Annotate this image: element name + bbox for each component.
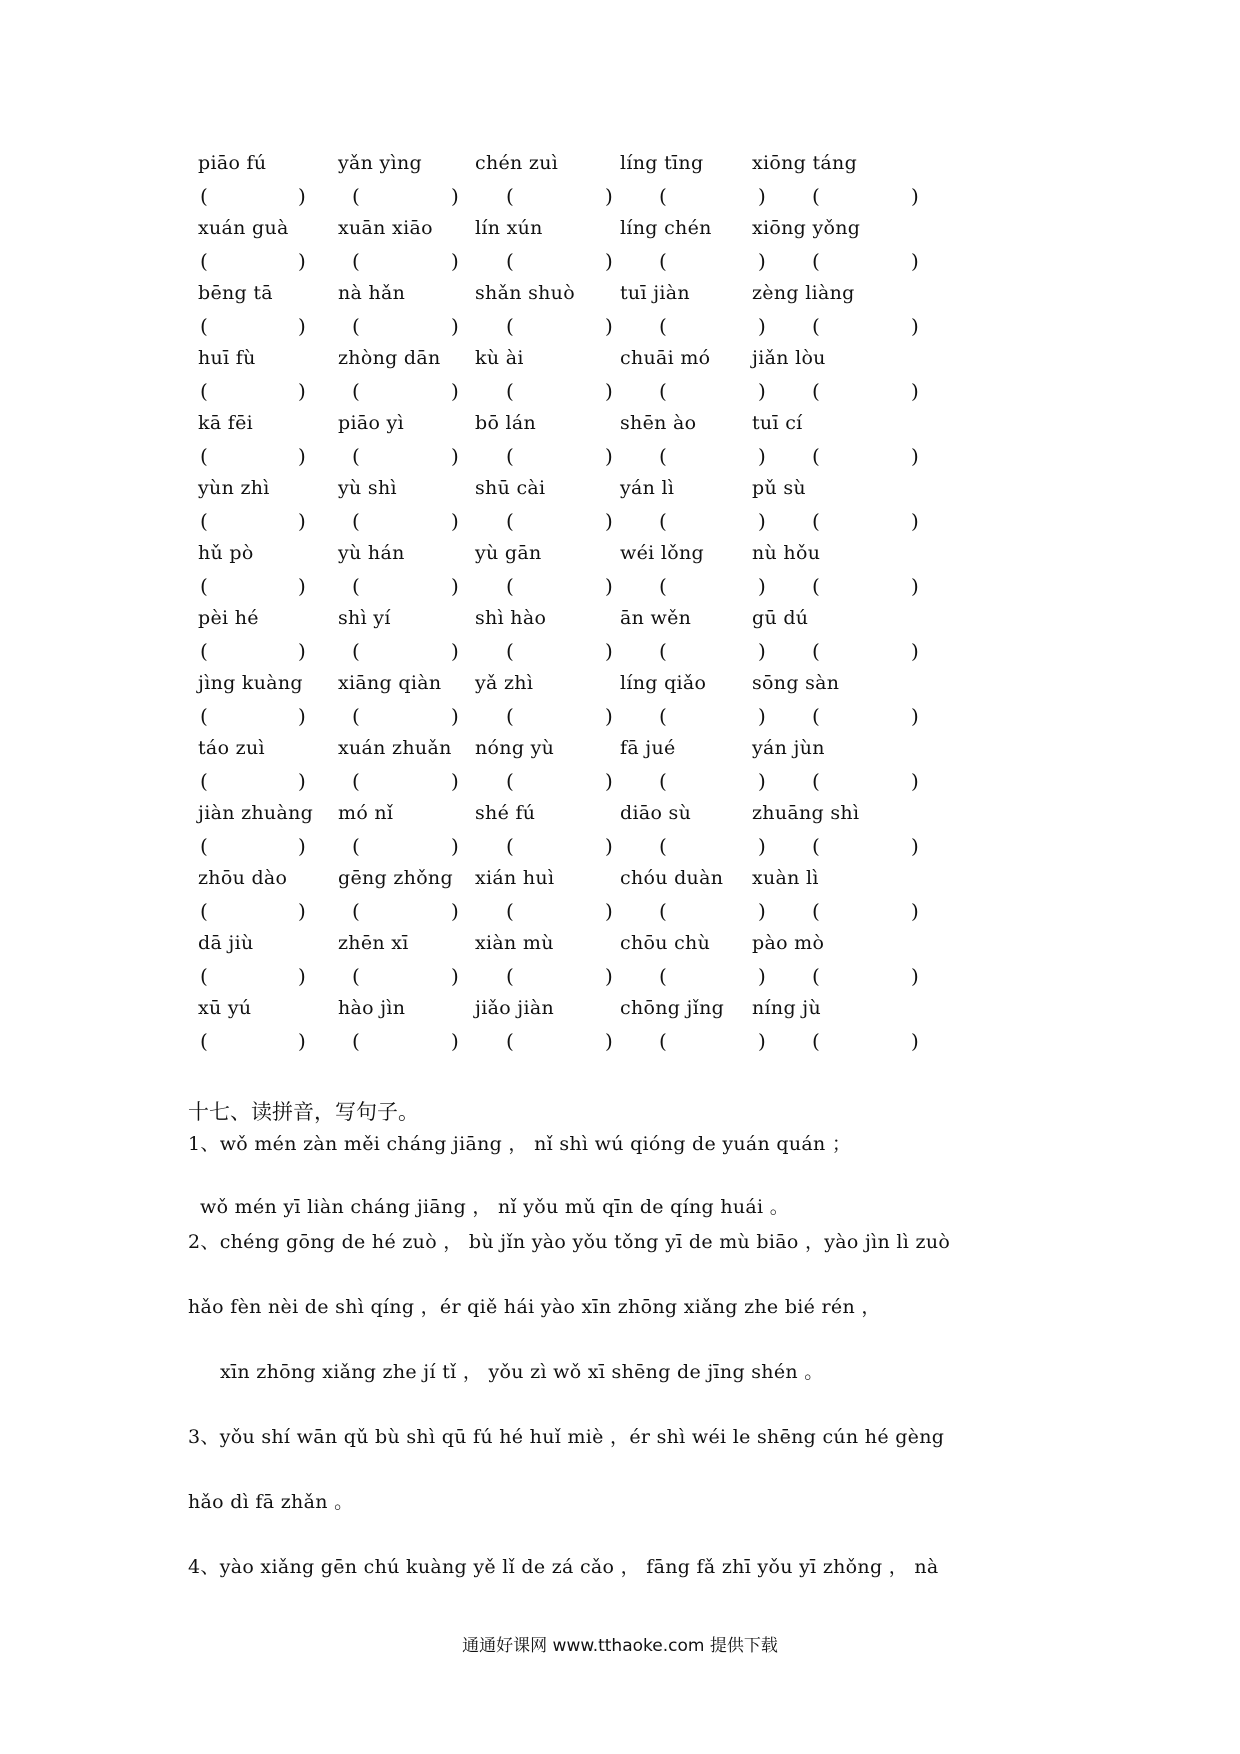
pinyin-word: xuán zhuǎn (338, 737, 452, 759)
pinyin-word: gēng zhǒng (338, 867, 453, 889)
answer-blank-open-paren[interactable]: ( (659, 574, 667, 598)
pinyin-word: zhōu dào (198, 867, 288, 889)
sentence-line: xīn zhōng xiǎng zhe jí tǐ ， yǒu zì wǒ xī shēng de jīng shén 。 (220, 1361, 824, 1383)
exercise-row (0, 152, 1240, 217)
answer-blank-close-paren[interactable]: ) (605, 899, 613, 923)
pinyin-word: nà hǎn (338, 282, 406, 304)
exercise-row (0, 932, 1240, 997)
answer-blank-open-paren[interactable]: ( (200, 379, 208, 403)
answer-blank-close-paren[interactable]: ) (605, 249, 613, 273)
answer-blank-open-paren[interactable]: ( (506, 834, 514, 858)
pinyin-word: fā jué (620, 737, 676, 759)
answer-blank-close-paren[interactable]: ) (911, 574, 919, 598)
answer-blank-close-paren[interactable]: ) (451, 184, 459, 208)
answer-blank-open-paren[interactable]: ( (200, 184, 208, 208)
answer-blank-close-paren[interactable]: ) (298, 704, 306, 728)
pinyin-word: xián huì (475, 867, 555, 889)
pinyin-word: shǎn shuò (475, 282, 575, 304)
answer-blank-close-paren[interactable]: ) (758, 379, 766, 403)
answer-blank-open-paren[interactable]: ( (812, 769, 820, 793)
answer-blank-close-paren[interactable]: ) (298, 444, 306, 468)
pinyin-word: jìng kuàng (198, 672, 303, 694)
exercise-row (0, 347, 1240, 412)
answer-blank-open-paren[interactable]: ( (352, 704, 360, 728)
answer-blank-open-paren[interactable]: ( (352, 769, 360, 793)
answer-blank-close-paren[interactable]: ) (451, 509, 459, 533)
pinyin-word: zhòng dān (338, 347, 441, 369)
answer-blank-close-paren[interactable]: ) (758, 249, 766, 273)
pinyin-word: pèi hé (198, 607, 259, 629)
pinyin-word: yǎ zhì (475, 672, 534, 694)
answer-blank-open-paren[interactable]: ( (200, 964, 208, 988)
answer-blank-open-paren[interactable]: ( (506, 509, 514, 533)
exercise-row (0, 997, 1240, 1062)
answer-blank-close-paren[interactable]: ) (451, 834, 459, 858)
answer-blank-open-paren[interactable]: ( (200, 574, 208, 598)
answer-blank-open-paren[interactable]: ( (659, 379, 667, 403)
answer-blank-close-paren[interactable]: ) (605, 704, 613, 728)
answer-blank-close-paren[interactable]: ) (298, 509, 306, 533)
answer-blank-close-paren[interactable]: ) (605, 1029, 613, 1053)
answer-blank-open-paren[interactable]: ( (812, 444, 820, 468)
pinyin-word: shì yí (338, 607, 391, 629)
exercise-row (0, 282, 1240, 347)
answer-blank-open-paren[interactable]: ( (812, 574, 820, 598)
answer-blank-open-paren[interactable]: ( (352, 964, 360, 988)
pinyin-exercise-grid (0, 152, 1240, 1062)
pinyin-word: chōng jǐng (620, 997, 725, 1019)
footer-download-note: 通通好课网 www.tthaoke.com 提供下载 (462, 1636, 778, 1656)
pinyin-word: wéi lǒng (620, 542, 704, 564)
sentence-line: 2、chéng gōng de hé zuò ， bù jǐn yào yǒu tǒng yī de mù biāo ，yào jìn lì zuò (188, 1231, 951, 1253)
pinyin-word: yán lì (620, 477, 675, 499)
sentence-line: hǎo dì fā zhǎn 。 (188, 1491, 354, 1513)
answer-blank-open-paren[interactable]: ( (659, 639, 667, 663)
exercise-row (0, 477, 1240, 542)
answer-blank-open-paren[interactable]: ( (659, 964, 667, 988)
pinyin-word: yù shì (338, 477, 397, 499)
pinyin-word: yù hán (338, 542, 405, 564)
answer-blank-open-paren[interactable]: ( (659, 899, 667, 923)
answer-blank-close-paren[interactable]: ) (605, 769, 613, 793)
answer-blank-close-paren[interactable]: ) (451, 249, 459, 273)
pinyin-word: xū yú (198, 997, 252, 1019)
answer-blank-open-paren[interactable]: ( (812, 314, 820, 338)
answer-blank-close-paren[interactable]: ) (911, 834, 919, 858)
pinyin-word: huī fù (198, 347, 256, 369)
exercise-row (0, 867, 1240, 932)
answer-blank-close-paren[interactable]: ) (451, 314, 459, 338)
exercise-row (0, 672, 1240, 737)
answer-blank-close-paren[interactable]: ) (605, 314, 613, 338)
answer-blank-close-paren[interactable]: ) (911, 444, 919, 468)
answer-blank-close-paren[interactable]: ) (605, 574, 613, 598)
answer-blank-close-paren[interactable]: ) (911, 1029, 919, 1053)
pinyin-word: diāo sù (620, 802, 692, 824)
answer-blank-open-paren[interactable]: ( (352, 249, 360, 273)
answer-blank-close-paren[interactable]: ) (451, 444, 459, 468)
pinyin-word: piāo yì (338, 412, 404, 434)
answer-blank-open-paren[interactable]: ( (812, 249, 820, 273)
pinyin-word: yán jùn (752, 737, 825, 759)
answer-blank-close-paren[interactable]: ) (451, 639, 459, 663)
answer-blank-open-paren[interactable]: ( (200, 314, 208, 338)
pinyin-word: níng jù (752, 997, 821, 1019)
pinyin-word: pǔ sù (752, 477, 806, 499)
answer-blank-open-paren[interactable]: ( (659, 184, 667, 208)
answer-blank-close-paren[interactable]: ) (758, 444, 766, 468)
exercise-row (0, 802, 1240, 867)
answer-blank-open-paren[interactable]: ( (506, 574, 514, 598)
pinyin-word: sōng sàn (752, 672, 840, 694)
pinyin-word: yǎn yìng (338, 152, 422, 174)
answer-blank-close-paren[interactable]: ) (298, 769, 306, 793)
answer-blank-open-paren[interactable]: ( (659, 769, 667, 793)
answer-blank-close-paren[interactable]: ) (758, 769, 766, 793)
pinyin-word: xuàn lì (752, 867, 819, 889)
pinyin-word: lín xún (475, 217, 543, 239)
sentence-line: 3、yǒu shí wān qǔ bù shì qū fú hé huǐ miè ，ér shì wéi le shēng cún hé gèng (188, 1426, 945, 1448)
answer-blank-open-paren[interactable]: ( (352, 574, 360, 598)
answer-blank-close-paren[interactable]: ) (911, 769, 919, 793)
pinyin-word: jiǎo jiàn (475, 997, 555, 1019)
answer-blank-open-paren[interactable]: ( (200, 639, 208, 663)
answer-blank-open-paren[interactable]: ( (812, 639, 820, 663)
answer-blank-open-paren[interactable]: ( (812, 964, 820, 988)
answer-blank-close-paren[interactable]: ) (451, 769, 459, 793)
pinyin-word: shū cài (475, 477, 546, 499)
answer-blank-open-paren[interactable]: ( (506, 964, 514, 988)
pinyin-word: chóu duàn (620, 867, 724, 889)
answer-blank-open-paren[interactable]: ( (506, 379, 514, 403)
answer-blank-open-paren[interactable]: ( (200, 769, 208, 793)
answer-blank-open-paren[interactable]: ( (659, 704, 667, 728)
answer-blank-close-paren[interactable]: ) (758, 574, 766, 598)
answer-blank-open-paren[interactable]: ( (506, 184, 514, 208)
pinyin-word: nóng yù (475, 737, 555, 759)
answer-blank-open-paren[interactable]: ( (506, 444, 514, 468)
pinyin-word: kù ài (475, 347, 524, 369)
answer-blank-close-paren[interactable]: ) (911, 314, 919, 338)
answer-blank-open-paren[interactable]: ( (352, 1029, 360, 1053)
answer-blank-close-paren[interactable]: ) (298, 964, 306, 988)
answer-blank-open-paren[interactable]: ( (659, 314, 667, 338)
pinyin-word: hào jìn (338, 997, 406, 1019)
answer-blank-close-paren[interactable]: ) (911, 509, 919, 533)
answer-blank-open-paren[interactable]: ( (659, 509, 667, 533)
exercise-row (0, 737, 1240, 802)
pinyin-word: shēn ào (620, 412, 697, 434)
answer-blank-open-paren[interactable]: ( (200, 834, 208, 858)
answer-blank-close-paren[interactable]: ) (298, 1029, 306, 1053)
answer-blank-open-paren[interactable]: ( (659, 444, 667, 468)
pinyin-word: yùn zhì (198, 477, 270, 499)
answer-blank-open-paren[interactable]: ( (352, 834, 360, 858)
answer-blank-close-paren[interactable]: ) (758, 964, 766, 988)
sentence-line: wǒ mén yī liàn cháng jiāng ， nǐ yǒu mǔ qīn de qíng huái 。 (200, 1196, 790, 1218)
sentence-line: 4、yào xiǎng gēn chú kuàng yě lǐ de zá cǎo ， fāng fǎ zhī yǒu yī zhǒng ， nà (188, 1556, 939, 1578)
answer-blank-close-paren[interactable]: ) (911, 964, 919, 988)
pinyin-word: gū dú (752, 607, 809, 629)
answer-blank-open-paren[interactable]: ( (200, 704, 208, 728)
answer-blank-open-paren[interactable]: ( (812, 509, 820, 533)
answer-blank-close-paren[interactable]: ) (911, 249, 919, 273)
answer-blank-close-paren[interactable]: ) (911, 184, 919, 208)
answer-blank-close-paren[interactable]: ) (298, 379, 306, 403)
answer-blank-open-paren[interactable]: ( (506, 704, 514, 728)
pinyin-word: pào mò (752, 932, 825, 954)
pinyin-word: hǔ pò (198, 542, 254, 564)
answer-blank-close-paren[interactable]: ) (758, 834, 766, 858)
answer-blank-close-paren[interactable]: ) (298, 899, 306, 923)
pinyin-word: zhuāng shì (752, 802, 860, 824)
answer-blank-open-paren[interactable]: ( (812, 834, 820, 858)
answer-blank-open-paren[interactable]: ( (352, 639, 360, 663)
answer-blank-close-paren[interactable]: ) (758, 184, 766, 208)
answer-blank-close-paren[interactable]: ) (451, 379, 459, 403)
answer-blank-close-paren[interactable]: ) (911, 379, 919, 403)
pinyin-word: xuán guà (198, 217, 289, 239)
answer-blank-close-paren[interactable]: ) (451, 964, 459, 988)
answer-blank-close-paren[interactable]: ) (758, 1029, 766, 1053)
answer-blank-close-paren[interactable]: ) (758, 314, 766, 338)
answer-blank-open-paren[interactable]: ( (812, 899, 820, 923)
pinyin-word: bēng tā (198, 282, 273, 304)
answer-blank-close-paren[interactable]: ) (605, 444, 613, 468)
answer-blank-open-paren[interactable]: ( (352, 444, 360, 468)
pinyin-word: jiàn zhuàng (198, 802, 314, 824)
answer-blank-close-paren[interactable]: ) (911, 704, 919, 728)
pinyin-word: chén zuì (475, 152, 559, 174)
answer-blank-close-paren[interactable]: ) (758, 704, 766, 728)
pinyin-word: táo zuì (198, 737, 265, 759)
pinyin-word: xiāng qiàn (338, 672, 442, 694)
sentence-line: 1、wǒ mén zàn měi cháng jiāng ， nǐ shì wú qióng de yuán quán ； (188, 1133, 852, 1155)
answer-blank-open-paren[interactable]: ( (200, 1029, 208, 1053)
pinyin-word: chuāi mó (620, 347, 711, 369)
section-title: 十七、读拼音，写句子。 (188, 1100, 419, 1124)
pinyin-word: xiōng táng (752, 152, 858, 174)
answer-blank-close-paren[interactable]: ) (298, 314, 306, 338)
pinyin-word: yù gān (475, 542, 542, 564)
answer-blank-open-paren[interactable]: ( (506, 1029, 514, 1053)
answer-blank-open-paren[interactable]: ( (659, 249, 667, 273)
pinyin-word: xiàn mù (475, 932, 554, 954)
answer-blank-close-paren[interactable]: ) (298, 184, 306, 208)
pinyin-word: mó nǐ (338, 802, 394, 824)
answer-blank-close-paren[interactable]: ) (911, 899, 919, 923)
pinyin-word: shì hào (475, 607, 547, 629)
answer-blank-close-paren[interactable]: ) (758, 509, 766, 533)
pinyin-word: kā fēi (198, 412, 254, 434)
answer-blank-close-paren[interactable]: ) (451, 1029, 459, 1053)
sentence-line: hǎo fèn nèi de shì qíng ，ér qiě hái yào xīn zhōng xiǎng zhe bié rén ， (188, 1296, 881, 1318)
answer-blank-open-paren[interactable]: ( (352, 184, 360, 208)
answer-blank-close-paren[interactable]: ) (298, 639, 306, 663)
pinyin-word: xuān xiāo (338, 217, 433, 239)
answer-blank-close-paren[interactable]: ) (605, 509, 613, 533)
exercise-row (0, 542, 1240, 607)
answer-blank-open-paren[interactable]: ( (506, 769, 514, 793)
answer-blank-open-paren[interactable]: ( (352, 899, 360, 923)
answer-blank-open-paren[interactable]: ( (352, 379, 360, 403)
answer-blank-close-paren[interactable]: ) (605, 834, 613, 858)
pinyin-word: jiǎn lòu (752, 347, 826, 369)
answer-blank-close-paren[interactable]: ) (605, 379, 613, 403)
pinyin-word: nù hǒu (752, 542, 821, 564)
answer-blank-open-paren[interactable]: ( (812, 704, 820, 728)
answer-blank-open-paren[interactable]: ( (659, 834, 667, 858)
pinyin-word: chōu chù (620, 932, 711, 954)
answer-blank-close-paren[interactable]: ) (605, 184, 613, 208)
pinyin-word: ān wěn (620, 607, 692, 629)
exercise-row (0, 412, 1240, 477)
pinyin-word: tuī cí (752, 412, 803, 434)
answer-blank-open-paren[interactable]: ( (812, 379, 820, 403)
answer-blank-open-paren[interactable]: ( (200, 444, 208, 468)
pinyin-word: shé fú (475, 802, 536, 824)
answer-blank-close-paren[interactable]: ) (605, 639, 613, 663)
answer-blank-close-paren[interactable]: ) (451, 574, 459, 598)
answer-blank-open-paren[interactable]: ( (812, 1029, 820, 1053)
answer-blank-open-paren[interactable]: ( (506, 249, 514, 273)
pinyin-word: dā jiù (198, 932, 254, 954)
pinyin-word: zhēn xī (338, 932, 409, 954)
answer-blank-open-paren[interactable]: ( (506, 314, 514, 338)
exercise-row (0, 217, 1240, 282)
answer-blank-close-paren[interactable]: ) (605, 964, 613, 988)
pinyin-word: líng chén (620, 217, 712, 239)
pinyin-word: bō lán (475, 412, 537, 434)
answer-blank-open-paren[interactable]: ( (352, 314, 360, 338)
pinyin-word: líng qiǎo (620, 672, 707, 694)
pinyin-word: zèng liàng (752, 282, 855, 304)
pinyin-word: tuī jiàn (620, 282, 690, 304)
answer-blank-close-paren[interactable]: ) (451, 899, 459, 923)
pinyin-word: xiōng yǒng (752, 217, 861, 239)
answer-blank-close-paren[interactable]: ) (758, 639, 766, 663)
answer-blank-open-paren[interactable]: ( (812, 184, 820, 208)
answer-blank-open-paren[interactable]: ( (200, 899, 208, 923)
answer-blank-close-paren[interactable]: ) (298, 574, 306, 598)
answer-blank-open-paren[interactable]: ( (506, 899, 514, 923)
exercise-row (0, 607, 1240, 672)
answer-blank-close-paren[interactable]: ) (298, 834, 306, 858)
pinyin-word: líng tīng (620, 152, 704, 174)
answer-blank-close-paren[interactable]: ) (911, 639, 919, 663)
answer-blank-open-paren[interactable]: ( (506, 639, 514, 663)
pinyin-word: piāo fú (198, 152, 267, 174)
answer-blank-open-paren[interactable]: ( (659, 1029, 667, 1053)
answer-blank-open-paren[interactable]: ( (200, 509, 208, 533)
answer-blank-close-paren[interactable]: ) (451, 704, 459, 728)
answer-blank-open-paren[interactable]: ( (352, 509, 360, 533)
answer-blank-close-paren[interactable]: ) (758, 899, 766, 923)
answer-blank-close-paren[interactable]: ) (298, 249, 306, 273)
answer-blank-open-paren[interactable]: ( (200, 249, 208, 273)
